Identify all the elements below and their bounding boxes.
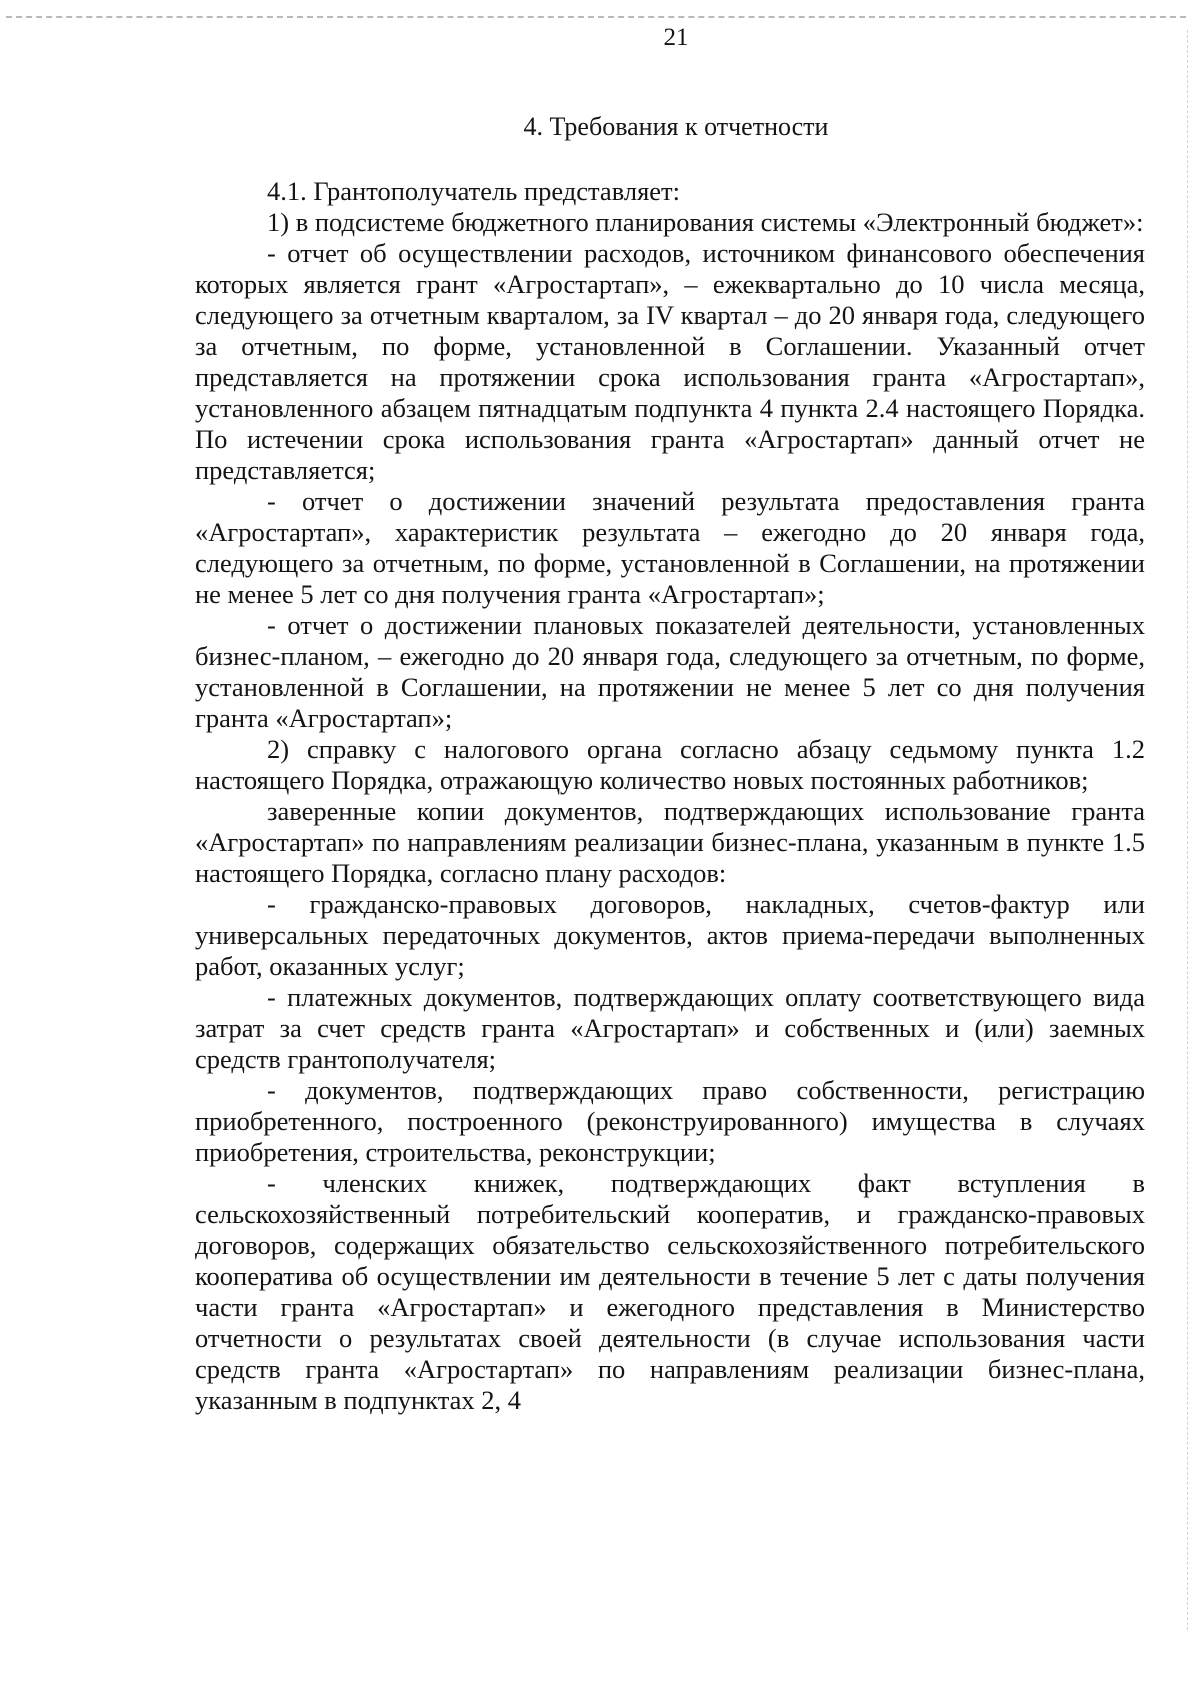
scan-edge-right [1187,30,1188,1630]
paragraph-payment-documents: - платежных документов, подтверждающих оплату соответствующего вида затрат за счет средств гранта «Агростартап» и собственных и (или) заемных средств грантополучателя; [195,982,1145,1074]
paragraph-item-2-tax-certificate: 2) справку с налогового органа согласно абзацу седьмому пункта 1.2 настоящего Порядка, отражающую количество новых постоянных работников; [195,734,1145,795]
page-number: 21 [663,24,689,51]
scan-edge-top [6,16,1186,18]
paragraph-item-1-electronic-budget: 1) в подсистеме бюджетного планирования системы «Электронный бюджет»: [267,207,1144,237]
paragraph-result-report: - отчет о достижении значений результата предоставления гранта «Агростартап», характеристик результата – ежегодно до 20 января года, следующего за отчетным, по форме, установленной в Соглашении, на протяжении не менее 5 лет со дня получения гранта «Агростартап»; [195,486,1145,609]
paragraph-expense-report: - отчет об осуществлении расходов, источником финансового обеспечения которых является грант «Агростартап», – ежеквартально до 10 числа месяца, следующего за отчетным кварталом, за IV квартал – до 20 января года, следующего за отчетным, по форме, установленной в Соглашении. Указанный отчет представляется на протяжении срока использования гранта «Агростартап», установленного абзацем пятнадцатым подпункта 4 пункта 2.4 настоящего Порядка. По истечении срока использования гранта «Агростартап» данный отчет не представляется; [195,238,1145,485]
paragraph-certified-copies: заверенные копии документов, подтверждающих использование гранта «Агростартап» по направлениям реализации бизнес-плана, указанным в пункте 1.5 настоящего Порядка, согласно плану расходов: [195,796,1145,888]
paragraph-business-plan-report: - отчет о достижении плановых показателей деятельности, установленных бизнес-планом, – ежегодно до 20 января года, следующего за отчетным, по форме, установленной в Соглашении, на протяжении не менее 5 лет со дня получения гранта «Агростартап»; [195,610,1145,733]
section-title: 4. Требования к отчетности [523,112,829,141]
paragraph-4-1-intro: 4.1. Грантополучатель представляет: [267,176,680,206]
paragraph-ownership-documents: - документов, подтверждающих право собственности, регистрацию приобретенного, построенного (реконструированного) имущества в случаях приобретения, строительства, реконструкции; [195,1075,1145,1167]
document-body [195,176,1145,1416]
paragraph-membership-books: - членских книжек, подтверждающих факт вступления в сельскохозяйственный потребительский кооператив, и гражданско-правовых договоров, содержащих обязательство сельскохозяйственного потребительского кооператива об осуществлении им деятельности в течение 5 лет с даты получения части гранта «Агростартап» и ежегодного представления в Министерство отчетности о результатах своей деятельности (в случае использования части средств гранта «Агростартап» по направлениям реализации бизнес-плана, указанным в подпунктах 2, 4 [195,1168,1145,1415]
paragraph-civil-contracts: - гражданско-правовых договоров, накладных, счетов-фактур или универсальных передаточных документов, актов приема-передачи выполненных работ, оказанных услуг; [195,889,1145,981]
